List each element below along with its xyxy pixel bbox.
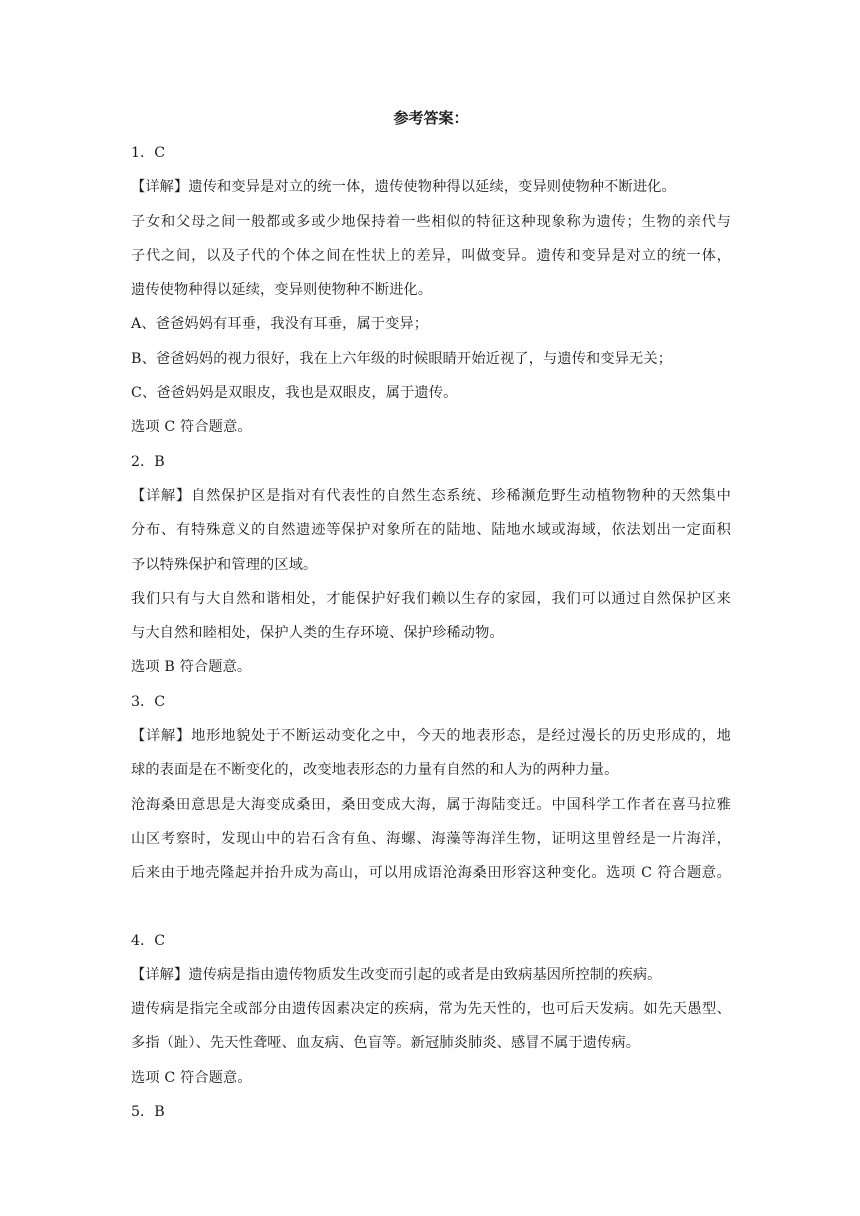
explanation-line: 【详解】遗传病是指由遗传物质发生改变而引起的或者是由致病基因所控制的疾病。	[131, 966, 662, 983]
answer-block-4	[131, 924, 731, 1095]
explanation-line: 【详解】遗传和变异是对立的统一体，遗传使物种得以延续，变异则使物种不断进化。	[131, 179, 676, 196]
answer-number: 5．B	[131, 1104, 165, 1121]
conclusion-line: 选项 C 符合题意。	[131, 1069, 252, 1086]
conclusion-line: 选项 B 符合题意。	[131, 659, 252, 676]
explanation-line: 山区考察时，发现山中的岩石含有鱼、海螺、海藻等海洋生物，证明这里曾经是一片海洋，	[131, 830, 731, 847]
explanation-line: 后来由于地壳隆起并抬升成为高山，可以用成语沧海桑田形容这种变化。选项 C 符合题意。	[131, 865, 731, 882]
conclusion-line: 选项 C 符合题意。	[131, 419, 252, 436]
explanation-line: 球的表面是在不断变化的，改变地表形态的力量有自然的和人为的两种力量。	[131, 762, 619, 779]
explanation-line: 遗传病是指完全或部分由遗传因素决定的疾病，常为先天性的，也可后天发病。如先天愚型、	[131, 1001, 731, 1018]
explanation-line: 我们只有与大自然和谐相处，才能保护好我们赖以生存的家园，我们可以通过自然保护区来	[131, 590, 731, 607]
blank-line	[131, 891, 731, 924]
explanation-line: 与大自然和睦相处，保护人类的生存环境、保护珍稀动物。	[131, 625, 504, 642]
answer-block-3	[131, 685, 731, 924]
answer-number: 3．C	[131, 693, 166, 710]
option-line: C、爸爸妈妈是双眼皮，我也是双眼皮，属于遗传。	[131, 385, 458, 402]
explanation-line: 沧海桑田意思是大海变成桑田，桑田变成大海，属于海陆变迁。中国科学工作者在喜马拉雅	[131, 796, 731, 813]
explanation-line: 子代之间，以及子代的个体之间在性状上的差异，叫做变异。遗传和变异是对立的统一体，	[131, 247, 731, 264]
answer-number: 2．B	[131, 453, 165, 470]
explanation-line: 【详解】自然保护区是指对有代表性的自然生态系统、珍稀濒危野生动植物物种的天然集中	[131, 487, 731, 504]
option-line: B、爸爸妈妈的视力很好，我在上六年级的时候眼睛开始近视了，与遗传和变异无关；	[131, 350, 673, 367]
answer-content	[131, 104, 731, 1129]
answer-block-5	[131, 1095, 731, 1129]
explanation-line: 子女和父母之间一般都或多或少地保持着一些相似的特征这种现象称为遗传；生物的亲代与	[131, 213, 731, 230]
answer-number: 4．C	[131, 932, 166, 949]
explanation-line: 予以特殊保护和管理的区域。	[131, 556, 318, 573]
answer-block-2	[131, 445, 731, 685]
explanation-line: 【详解】地形地貌处于不断运动变化之中，今天的地表形态，是经过漫长的历史形成的，地	[131, 728, 731, 745]
option-line: A、爸爸妈妈有耳垂，我没有耳垂，属于变异；	[131, 316, 429, 333]
answer-block-1	[131, 136, 731, 445]
explanation-line: 多指（趾）、先天性聋哑、血友病、色盲等。新冠肺炎肺炎、感冒不属于遗传病。	[131, 1035, 641, 1052]
page-title: 参考答案：	[393, 109, 469, 127]
answer-number: 1．C	[131, 145, 166, 161]
explanation-line: 遗传使物种得以延续，变异则使物种不断进化。	[131, 282, 433, 299]
explanation-line: 分布、有特殊意义的自然遗迹等保护对象所在的陆地、陆地水域或海域，依法划出一定面积	[131, 522, 731, 539]
